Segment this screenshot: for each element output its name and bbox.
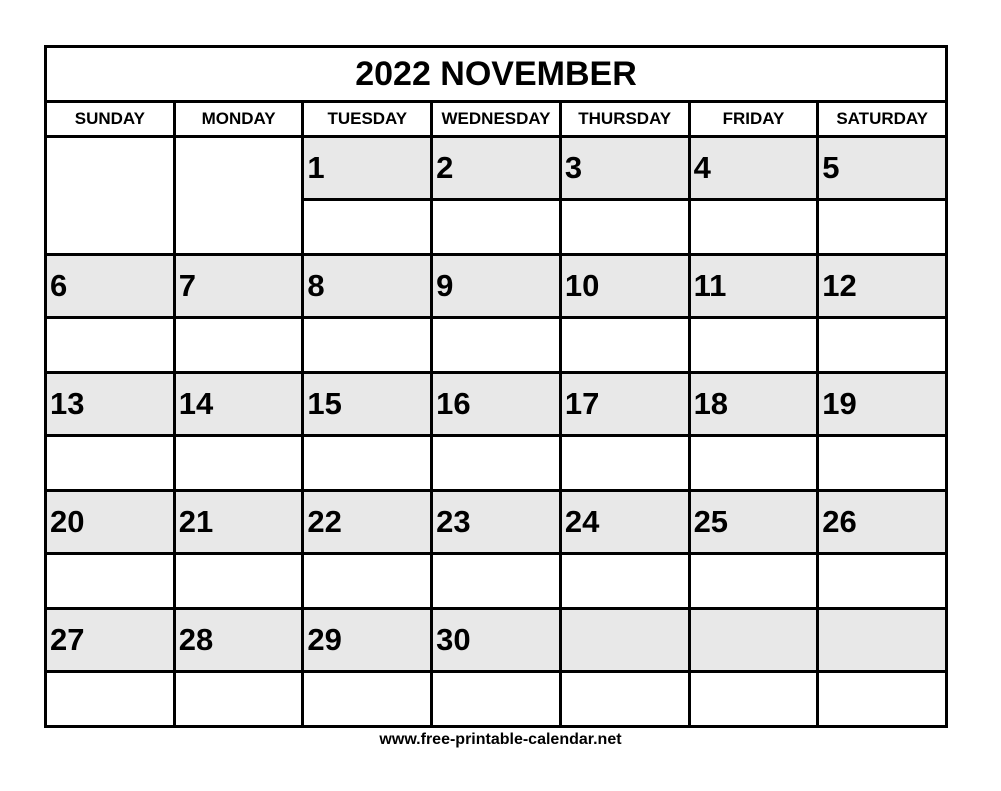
day-number: 24 — [562, 492, 688, 552]
day-notes — [433, 437, 559, 489]
day-cell — [176, 492, 302, 607]
day-number: 23 — [433, 492, 559, 552]
weekday-friday: FRIDAY — [691, 103, 817, 135]
day-number: 18 — [691, 374, 817, 434]
day-number: 4 — [691, 138, 817, 198]
day-number: 27 — [47, 610, 173, 670]
day-cell — [176, 610, 302, 725]
day-notes — [819, 437, 945, 489]
day-notes — [47, 201, 173, 253]
day-number: 30 — [433, 610, 559, 670]
day-notes — [47, 319, 173, 371]
day-number — [176, 138, 302, 198]
day-notes — [47, 555, 173, 607]
day-number: 16 — [433, 374, 559, 434]
day-notes — [176, 673, 302, 725]
day-cell — [562, 492, 688, 607]
day-cell — [562, 374, 688, 489]
day-notes — [433, 555, 559, 607]
day-notes — [433, 319, 559, 371]
day-notes — [562, 201, 688, 253]
day-cell — [433, 374, 559, 489]
day-notes — [433, 673, 559, 725]
day-cell — [691, 138, 817, 253]
day-number: 26 — [819, 492, 945, 552]
day-number: 21 — [176, 492, 302, 552]
day-number: 13 — [47, 374, 173, 434]
day-cell — [304, 492, 430, 607]
day-cell — [433, 610, 559, 725]
day-cell — [47, 610, 173, 725]
day-number: 5 — [819, 138, 945, 198]
day-notes — [691, 673, 817, 725]
day-number: 19 — [819, 374, 945, 434]
day-cell — [304, 256, 430, 371]
weekday-monday: MONDAY — [176, 103, 302, 135]
day-notes — [176, 555, 302, 607]
day-cell — [47, 374, 173, 489]
day-cell — [819, 492, 945, 607]
day-notes — [176, 437, 302, 489]
day-notes — [691, 437, 817, 489]
day-cell — [691, 256, 817, 371]
day-notes — [819, 319, 945, 371]
day-cell — [819, 138, 945, 253]
day-notes — [176, 319, 302, 371]
day-number — [691, 610, 817, 670]
day-cell — [304, 138, 430, 253]
calendar-grid — [44, 45, 948, 728]
day-number: 12 — [819, 256, 945, 316]
day-number: 11 — [691, 256, 817, 316]
day-notes — [433, 201, 559, 253]
day-notes — [691, 201, 817, 253]
day-cell — [562, 138, 688, 253]
day-number: 3 — [562, 138, 688, 198]
day-number: 29 — [304, 610, 430, 670]
day-cell — [819, 256, 945, 371]
day-number — [562, 610, 688, 670]
day-number: 25 — [691, 492, 817, 552]
day-notes — [562, 437, 688, 489]
day-cell — [433, 492, 559, 607]
day-number: 6 — [47, 256, 173, 316]
day-number: 20 — [47, 492, 173, 552]
weekday-tuesday: TUESDAY — [304, 103, 430, 135]
weekday-saturday: SATURDAY — [819, 103, 945, 135]
day-notes — [304, 319, 430, 371]
day-cell — [176, 138, 302, 253]
weekday-sunday: SUNDAY — [47, 103, 173, 135]
day-cell — [691, 610, 817, 725]
day-number: 15 — [304, 374, 430, 434]
day-notes — [304, 673, 430, 725]
day-number: 9 — [433, 256, 559, 316]
day-notes — [819, 555, 945, 607]
day-cell — [176, 256, 302, 371]
day-cell — [47, 492, 173, 607]
day-number: 2 — [433, 138, 559, 198]
day-notes — [47, 673, 173, 725]
day-number — [819, 610, 945, 670]
calendar-title: 2022 NOVEMBER — [47, 48, 945, 100]
day-notes — [691, 555, 817, 607]
day-number: 10 — [562, 256, 688, 316]
day-cell — [433, 256, 559, 371]
day-cell — [47, 256, 173, 371]
day-number: 17 — [562, 374, 688, 434]
weekday-wednesday: WEDNESDAY — [433, 103, 559, 135]
day-cell — [819, 374, 945, 489]
day-notes — [562, 673, 688, 725]
day-cell — [562, 610, 688, 725]
weekday-thursday: THURSDAY — [562, 103, 688, 135]
day-number: 28 — [176, 610, 302, 670]
day-number: 7 — [176, 256, 302, 316]
day-number: 8 — [304, 256, 430, 316]
day-cell — [691, 374, 817, 489]
day-number: 14 — [176, 374, 302, 434]
day-notes — [691, 319, 817, 371]
day-notes — [176, 201, 302, 253]
day-number — [47, 138, 173, 198]
day-notes — [304, 437, 430, 489]
day-notes — [819, 673, 945, 725]
day-cell — [691, 492, 817, 607]
day-notes — [562, 319, 688, 371]
day-cell — [176, 374, 302, 489]
day-cell — [433, 138, 559, 253]
day-cell — [562, 256, 688, 371]
day-cell — [304, 374, 430, 489]
day-number: 22 — [304, 492, 430, 552]
day-notes — [304, 555, 430, 607]
day-notes — [304, 201, 430, 253]
day-notes — [562, 555, 688, 607]
day-notes — [47, 437, 173, 489]
day-cell — [47, 138, 173, 253]
day-number: 1 — [304, 138, 430, 198]
day-notes — [819, 201, 945, 253]
day-cell — [819, 610, 945, 725]
footer-website: www.free-printable-calendar.net — [379, 731, 622, 748]
day-cell — [304, 610, 430, 725]
